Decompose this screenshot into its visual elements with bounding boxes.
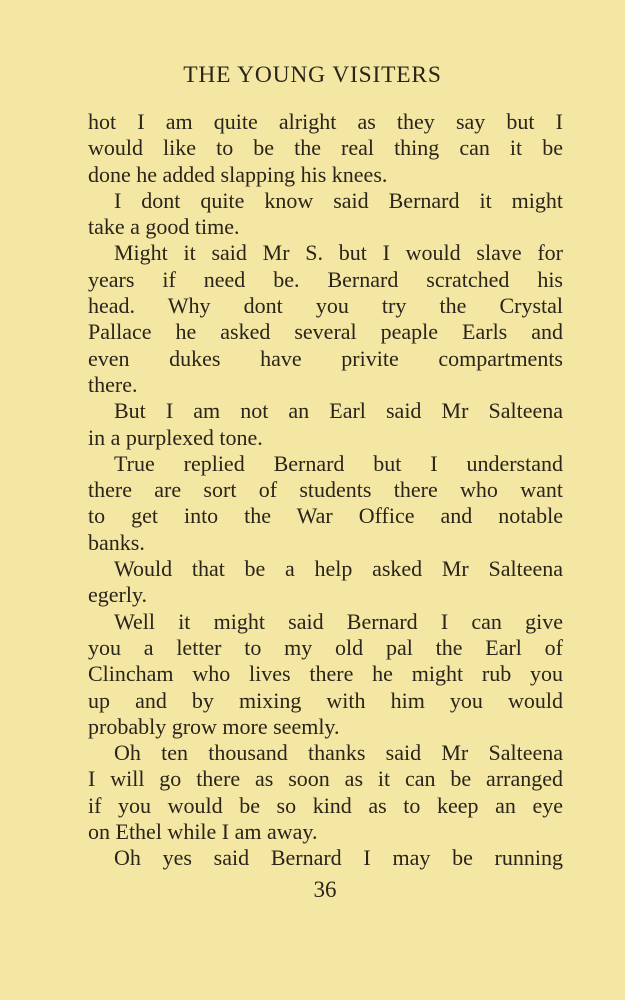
- text-line: there are sort of students there who want: [88, 477, 563, 503]
- text-line: Pallace he asked several peaple Earls and: [88, 319, 563, 345]
- text-line: there.: [88, 371, 138, 397]
- paragraph: [88, 609, 563, 740]
- running-head: THE YOUNG VISITERS: [183, 62, 442, 88]
- text-line: hot I am quite alright as they say but I: [88, 109, 563, 134]
- text-line: probably grow more seemly.: [88, 713, 340, 739]
- text-line: Oh yes said Bernard I may be running: [114, 845, 563, 871]
- text-line: Clincham who lives there he might rub you: [88, 661, 563, 687]
- text-line: would like to be the real thing can it be: [88, 135, 563, 161]
- text-line: done he added slapping his knees.: [88, 161, 388, 187]
- text-line: Might it said Mr S. but I would slave for: [114, 240, 563, 266]
- text-line: egerly.: [88, 582, 148, 608]
- text-line: years if need be. Bernard scratched his: [88, 266, 563, 292]
- text-line: you a letter to my old pal the Earl of: [88, 634, 563, 660]
- paragraph: [88, 240, 563, 398]
- paragraph: [88, 556, 563, 609]
- text-line: if you would be so kind as to keep an eye: [88, 792, 563, 818]
- text-line: to get into the War Office and notable: [88, 503, 563, 529]
- text-line: up and by mixing with him you would: [88, 687, 563, 713]
- text-line: Would that be a help asked Mr Salteena: [114, 556, 563, 582]
- paragraph: [88, 451, 563, 556]
- text-line: I dont quite know said Bernard it might: [114, 187, 563, 213]
- text-line: I will go there as soon as it can be arranged: [88, 766, 563, 792]
- body-text: [88, 109, 563, 872]
- text-line: in a purplexed tone.: [88, 424, 263, 450]
- text-line: on Ethel while I am away.: [88, 819, 318, 845]
- text-line: banks.: [88, 529, 145, 555]
- text-line: True replied Bernard but I understand: [114, 450, 563, 476]
- text-line: even dukes have privite compartments: [88, 345, 563, 371]
- paragraph: [88, 188, 563, 241]
- text-line: But I am not an Earl said Mr Salteena: [114, 398, 563, 424]
- page-number: 36: [313, 877, 337, 902]
- text-line: take a good time.: [88, 214, 240, 240]
- paragraph: [88, 740, 563, 845]
- paragraph: [88, 398, 563, 451]
- paragraph: [88, 109, 563, 188]
- text-line: Oh ten thousand thanks said Mr Salteena: [114, 740, 563, 766]
- paragraph: [88, 845, 563, 871]
- text-line: Well it might said Bernard I can give: [114, 608, 563, 634]
- text-line: head. Why dont you try the Crystal: [88, 293, 563, 319]
